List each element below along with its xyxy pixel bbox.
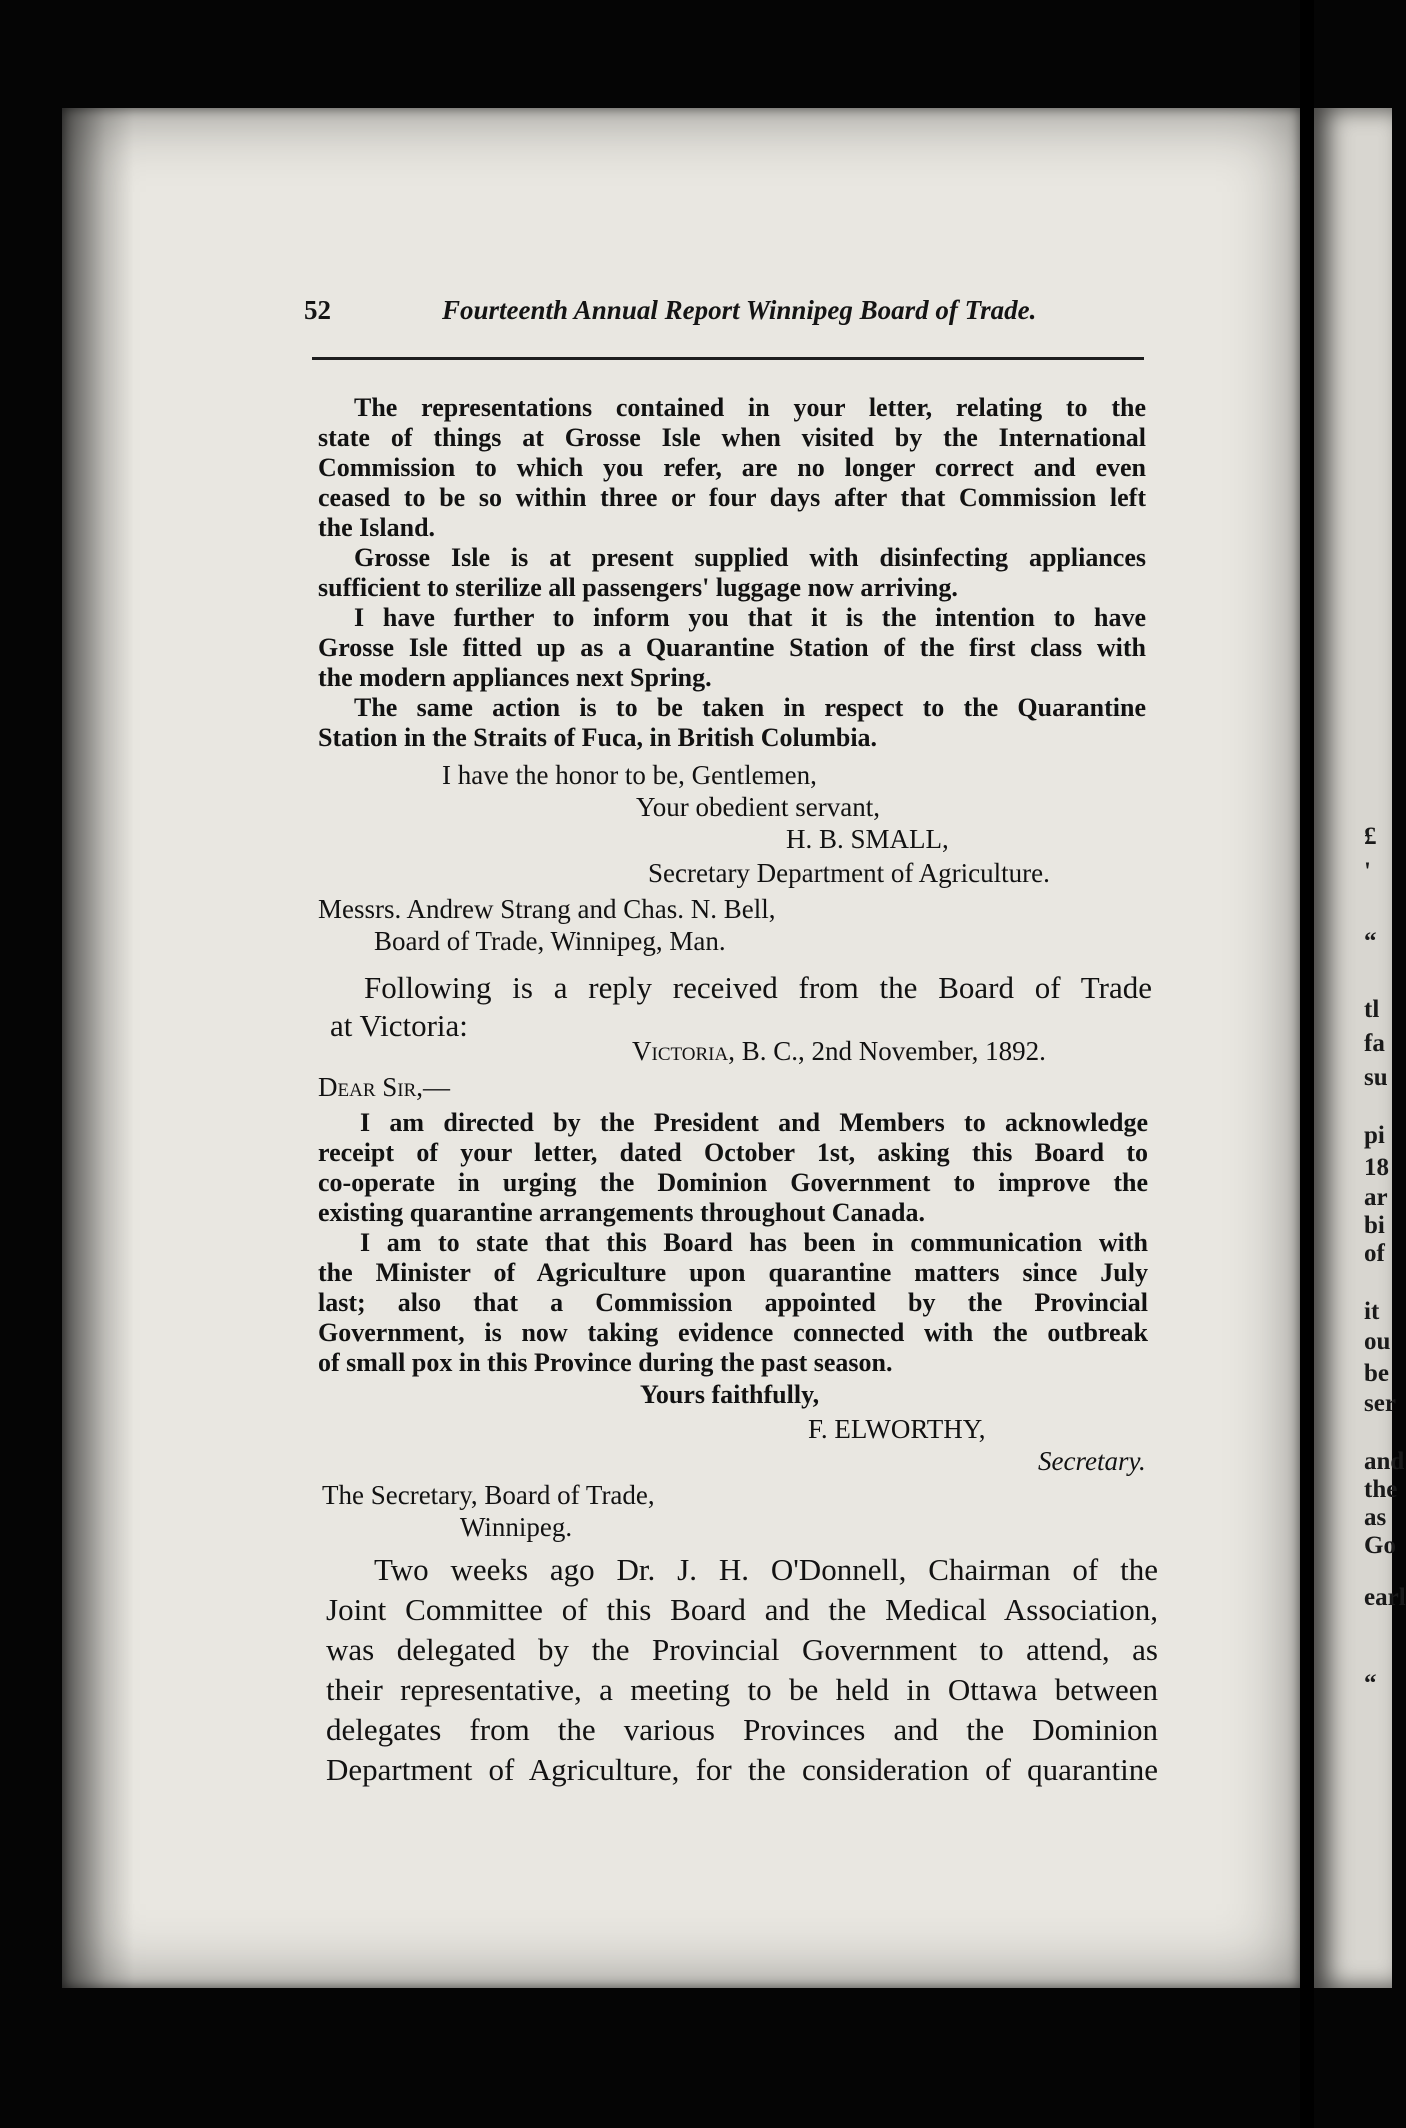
page-number: 52 [304,295,331,325]
fragment: fa [1364,1030,1385,1057]
text-line: Station in the Straits of Fuca, in British Columbia. [318,723,878,752]
text-line: delegates from the various Provinces and the Dominion [326,1712,1158,1747]
page-shadow [62,108,134,1988]
text-line: their representative, a meeting to be held in Ottawa between [326,1672,1158,1707]
fragment: “ [1364,1670,1377,1697]
text-line: Government, is now taking evidence connected with the outbreak [318,1318,1148,1347]
fragment: be [1364,1360,1389,1387]
fragment: earl [1364,1584,1406,1611]
fragment: ' [1364,858,1371,885]
running-title: Fourteenth Annual Report Winnipeg Board of Trade. [442,295,1037,325]
fragment: the [1364,1476,1398,1503]
text-line: Two weeks ago Dr. J. H. O'Donnell, Chairman of the [374,1552,1158,1587]
dateline [632,1036,1046,1066]
text-line: Grosse Isle is at present supplied with disinfecting appliances [354,543,1146,572]
addressee-line: Winnipeg. [460,1512,573,1542]
text-line: of small pox in this Province during the past season. [318,1348,893,1377]
fragment: ar [1364,1184,1388,1211]
fragment: ser [1364,1390,1396,1417]
book-gutter [1300,0,1314,2128]
closing-line: I have the honor to be, Gentlemen, [442,760,817,790]
fragment: £ [1364,823,1377,850]
fragment: ou [1364,1328,1391,1355]
header-rule [312,357,1144,360]
text-line: The same action is to be taken in respect to the Quarantine [354,693,1146,722]
signer-name: H. B. SMALL, [786,824,949,854]
text-line: Commission to which you refer, are no longer correct and even [318,453,1146,482]
text-line: Grosse Isle fitted up as a Quarantine Station of the first class with [318,633,1146,662]
fragment: as [1364,1504,1387,1531]
addressee-line: Messrs. Andrew Strang and Chas. N. Bell, [318,894,776,924]
running-header [304,295,1149,331]
fragment: and [1364,1448,1405,1475]
text-line: I am directed by the President and Members to acknowledge [360,1108,1148,1137]
text-line: receipt of your letter, dated October 1st, asking this Board to [318,1138,1148,1167]
addressee-line: Board of Trade, Winnipeg, Man. [374,926,726,956]
text-line: Department of Agriculture, for the consideration of quarantine [326,1752,1158,1787]
text-line: existing quarantine arrangements throughout Canada. [318,1198,925,1227]
fragment: pi [1364,1122,1385,1149]
fragment: Go [1364,1532,1396,1559]
fragment: 18 [1364,1154,1389,1181]
text-line: the Island. [318,513,436,542]
fragment: su [1364,1064,1388,1091]
text-line: ceased to be so within three or four days after that Commission left [318,483,1146,512]
text-line: I have further to inform you that it is the intention to have [354,603,1146,632]
signer-title: Secretary Department of Agriculture. [648,858,1050,888]
text-line: last; also that a Commission appointed by the Provincial [318,1288,1148,1317]
text-line: The representations contained in your letter, relating to the [354,393,1146,422]
signer-title: Secretary. [1038,1446,1146,1476]
fragment: of [1364,1240,1385,1267]
valediction: Your obedient servant, [636,792,880,822]
addressee-line: The Secretary, Board of Trade, [322,1480,655,1510]
text-line: I am to state that this Board has been in communication with [360,1228,1148,1257]
text-line: co-operate in urging the Dominion Government to improve the [318,1168,1148,1197]
dateline-date: , B. C., 2nd November, 1892. [728,1036,1046,1066]
intro-line: at Victoria: [330,1008,468,1043]
signer-name: F. ELWORTHY, [808,1414,986,1444]
salutation: Dear Sir,— [318,1072,451,1102]
text-line: Joint Committee of this Board and the Medical Association, [326,1592,1158,1627]
intro-line: Following is a reply received from the Board of Trade [364,970,1152,1005]
text-line: state of things at Grosse Isle when visited by the International [318,423,1146,452]
text-line: sufficient to sterilize all passengers' luggage now arriving. [318,573,958,602]
dateline-place: Victoria [632,1036,729,1066]
adjacent-page [1314,108,1406,1988]
text-line: was delegated by the Provincial Government to attend, as [326,1632,1158,1667]
fragment: tl [1364,996,1380,1023]
fragment: “ [1364,928,1377,955]
text-line: the Minister of Agriculture upon quarantine matters since July [318,1258,1148,1287]
valediction: Yours faithfully, [640,1380,820,1409]
text-line: the modern appliances next Spring. [318,663,712,692]
fragment: bi [1364,1212,1385,1239]
fragment: it [1364,1298,1380,1325]
